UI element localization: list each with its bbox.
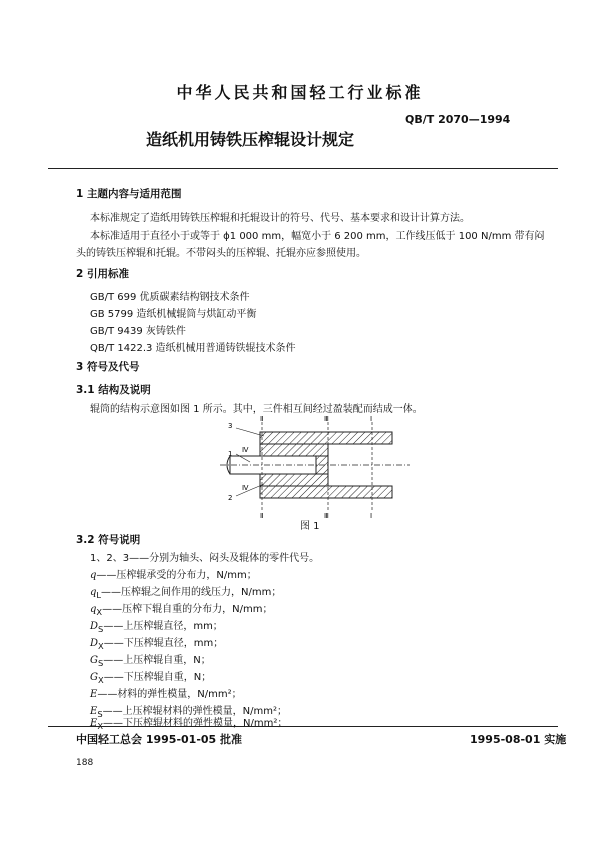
doc-title: 造纸机用铸铁压榨辊设计规定 — [146, 130, 355, 149]
fig-label-3: 3 — [228, 422, 233, 430]
fig-label-roman1-top: Ⅰ — [370, 415, 373, 423]
section1-para2-line1: 本标准适用于直径小于或等于 ϕ1 000 mm，幅宽小于 6 200 mm，工作线压低于 100 N/mm 带有闷 — [90, 231, 545, 242]
section2-heading: 2 引用标准 — [76, 268, 129, 280]
fig-label-1: 1 — [228, 450, 233, 458]
section3-1-text: 辊筒的结构示意图如图 1 所示。其中，三件相互间经过盈装配而结成一体。 — [90, 404, 423, 415]
symbol-item: $G_X——$下压榨辊自重，N； — [90, 672, 212, 685]
ref-item: GB/T 699 优质碳素结构钢技术条件 — [90, 292, 250, 303]
section3-1-heading: 3.1 结构及说明 — [76, 384, 151, 396]
figure-caption: 图 1 — [300, 521, 320, 532]
fig-label-roman1-bottom: Ⅰ — [370, 512, 373, 520]
fig-label-roman3-top: Ⅲ — [324, 415, 329, 423]
symbol-item: $E_X——$下压榨辊材料的弹性模量，N/mm²； — [90, 718, 288, 731]
symbol-item: 1、2、3——分别为轴头、闷头及辊体的零件代号。 — [90, 553, 320, 564]
section3-heading: 3 符号及代号 — [76, 361, 140, 373]
symbol-item: $D_S——$上压榨辊直径，mm； — [90, 621, 223, 634]
fig-label-roman2-top: Ⅱ — [260, 415, 264, 423]
symbol-item: $D_X——$下压榨辊直径，mm； — [90, 638, 224, 651]
symbol-item: E——材料的弹性模量，N/mm²； — [90, 689, 242, 700]
fig-label-roman4-upper: Ⅳ — [242, 446, 249, 454]
section3-2-heading: 3.2 符号说明 — [76, 534, 141, 546]
section1-para2-line2: 头的铸铁压榨辊和托辊。不带闷头的压榨辊、托辊亦应参照使用。 — [76, 248, 366, 259]
ref-item: GB 5799 造纸机械辊筒与烘缸动平衡 — [90, 309, 257, 320]
symbol-item: $q_X——$压榨下辊自重的分布力，N/mm； — [90, 604, 273, 617]
effective-date: 1995-08-01 实施 — [470, 733, 567, 746]
ref-item: GB/T 9439 灰铸铁件 — [90, 326, 186, 337]
header-rule — [48, 168, 558, 169]
symbol-item: $E_S——$上压榨辊材料的弹性模量，N/mm²； — [90, 706, 287, 719]
fig-label-roman4-lower: Ⅳ — [242, 484, 249, 492]
section1-para1: 本标准规定了造纸用铸铁压榨辊和托辊设计的符号、代号、基本要求和设计计算方法。 — [90, 213, 470, 224]
symbol-item: $q_L——$压榨辊之间作用的线压力，N/mm； — [90, 587, 282, 600]
doc-number: QB/T 2070—1994 — [405, 113, 511, 126]
symbol-item: q——压榨辊承受的分布力，N/mm； — [90, 570, 257, 581]
page-number: 188 — [76, 758, 94, 768]
footer-rule — [48, 726, 558, 727]
figure-1-diagram — [220, 414, 420, 530]
fig-label-2: 2 — [228, 494, 233, 502]
fig-label-roman2-bottom: Ⅱ — [260, 512, 264, 520]
section1-heading: 1 主题内容与适用范围 — [76, 188, 182, 200]
ref-item: QB/T 1422.3 造纸机械用普通铸铁辊技术条件 — [90, 343, 296, 354]
issuer-approval: 中国轻工总会 1995-01-05 批准 — [76, 733, 243, 746]
fig-label-roman3-bottom: Ⅲ — [324, 512, 329, 520]
symbol-item: $G_S——$上压榨辊自重，N； — [90, 655, 211, 668]
org-title: 中华人民共和国轻工行业标准 — [176, 83, 424, 102]
